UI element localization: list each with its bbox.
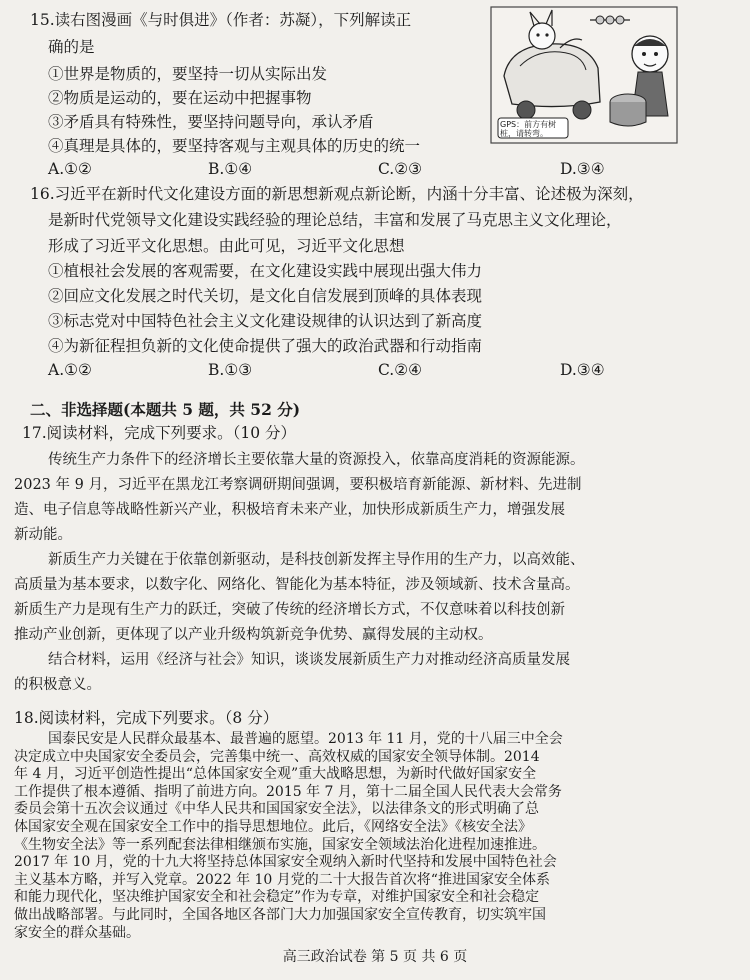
q15-option-a: A.①② [48,160,92,178]
q16-statement-4: ④为新征程担负新的文化使命提供了强大的政治武器和行动指南 [48,337,483,355]
q18-line-2: 决定成立中央国家安全委员会，完善集中统一、高效权威的国家安全领导体制。2014 [14,748,540,765]
q18-line-1: 国泰民安是人民群众最基本、最普遍的愿望。2013 年 11 月，党的十八届三中全会 [48,731,563,747]
q17-task-line-1: 结合材料，运用《经济与社会》知识，谈谈发展新质生产力对推动经济高质量发展 [48,652,570,668]
q17-p1-line-1: 传统生产力条件下的经济增长主要依靠大量的资源投入，依靠高度消耗的资源能源。 [48,452,585,468]
q17-p2-line-3: 新质生产力是现有生产力的跃迁，突破了传统的经济增长方式，不仅意味着以科技创新 [14,602,565,618]
q18-line-12: 家安全的群众基础。 [14,924,140,941]
q18-header: 18.阅读材料，完成下列要求。（8 分） [14,709,279,727]
q17-header: 17.阅读材料，完成下列要求。（10 分） [22,424,297,442]
q18-line-9: 主义基本方略，并写入党章。2022 年 10 月党的二十大报告首次将“推进国家安全体系 [14,871,550,888]
cartoon-illustration [490,6,678,144]
q17-p1-line-3: 造、电子信息等战略性新兴产业，积极培育未来产业，加快形成新质生产力，增强发展 [14,502,565,518]
q16-statement-1: ①植根社会发展的客观需要，在文化建设实践中展现出强大伟力 [48,262,483,280]
q18-line-5: 委员会第十五次会议通过《中华人民共和国国家安全法》，以法律条文的形式明确了总 [14,801,539,818]
q16-option-b: B.①③ [208,361,253,379]
cartoon-caption: GPS：前方有树桩，请转弯。 [500,120,557,138]
q17-p1-line-4: 新动能。 [14,527,72,543]
q16-stem-line-3: 形成了习近平文化思想。由此可见，习近平文化思想 [48,237,405,255]
page-footer: 高三政治试卷 第 5 页 共 6 页 [282,949,468,965]
q18-line-10: 和能力现代化，坚决维护国家安全和社会稳定”作为专章，对维护国家安全和社会稳定 [14,889,540,906]
q15-stem-line-2: 确的是 [48,38,95,56]
section-title: 二、非选择题(本题共 5 题，共 52 分) [30,400,301,419]
q16-option-d: D.③④ [560,361,605,379]
q18-line-3: 年 4 月，习近平创造性提出“总体国家安全观”重大战略思想，为新时代做好国家安全 [14,766,537,783]
q17-p2-line-1: 新质生产力关键在于依靠创新驱动，是科技创新发挥主导作用的生产力，以高效能、 [48,552,585,568]
q17-p1-line-2: 2023 年 9 月，习近平在黑龙江考察调研期间强调，要积极培育新能源、新材料、先进制 [14,477,582,493]
q15-option-c: C.②③ [378,160,423,178]
q17-p2-line-4: 推动产业创新，更体现了以产业升级构筑新竞争优势、赢得发展的主动权。 [14,627,493,643]
q17-task-line-2: 的积极意义。 [14,677,101,693]
q18-line-4: 工作提供了根本遵循、指明了前进方向。2015 年 7 月，第十二届全国人民代表大会常务 [14,783,562,800]
q15-statement-1: ①世界是物质的，要坚持一切从实际出发 [48,65,328,83]
q17-p2-line-2: 高质量为基本要求，以数字化、网络化、智能化为基本特征，涉及领域新、技术含量高。 [14,577,580,593]
q15-statement-3: ③矛盾具有特殊性，要坚持问题导向，承认矛盾 [48,113,374,131]
q16-statement-3: ③标志党对中国特色社会主义文化建设规律的认识达到了新高度 [48,312,483,330]
q15-statement-2: ②物质是运动的，要在运动中把握事物 [48,89,312,107]
q16-stem-line-1: 16.习近平在新时代文化建设方面的新思想新观点新论断，内涵十分丰富、论述极为深刻， [30,185,644,203]
q16-stem-line-2: 是新时代党领导文化建设实践经验的理论总结，丰富和发展了马克思主义文化理论， [48,211,622,229]
q15-stem-line-1: 15.读右图漫画《与时俱进》（作者：苏凝），下列解读正 [30,11,412,29]
q18-line-8: 2017 年 10 月，党的十九大将坚持总体国家安全观纳入新时代坚持和发展中国特色社会 [14,854,557,871]
q15-option-d: D.③④ [560,160,605,178]
q15-option-b: B.①④ [208,160,253,178]
q18-line-7: 《生物安全法》等一系列配套法律相继颁布实施，国家安全领域法治化进程加速推进。 [14,836,546,853]
q18-line-11: 做出战略部署。与此同时，全国各地区各部门大力加强国家安全宣传教育，切实筑牢国 [14,907,546,923]
q18-line-6: 体国家安全观在国家安全工作中的指导思想地位。此后，《网络安全法》《核安全法》 [14,819,532,835]
q16-option-c: C.②④ [378,361,423,379]
q16-option-a: A.①② [48,361,92,379]
q16-statement-2: ②回应文化发展之时代关切，是文化自信发展到顶峰的具体表现 [48,287,483,305]
q15-statement-4: ④真理是具体的，要坚持客观与主观具体的历史的统一 [48,137,421,155]
